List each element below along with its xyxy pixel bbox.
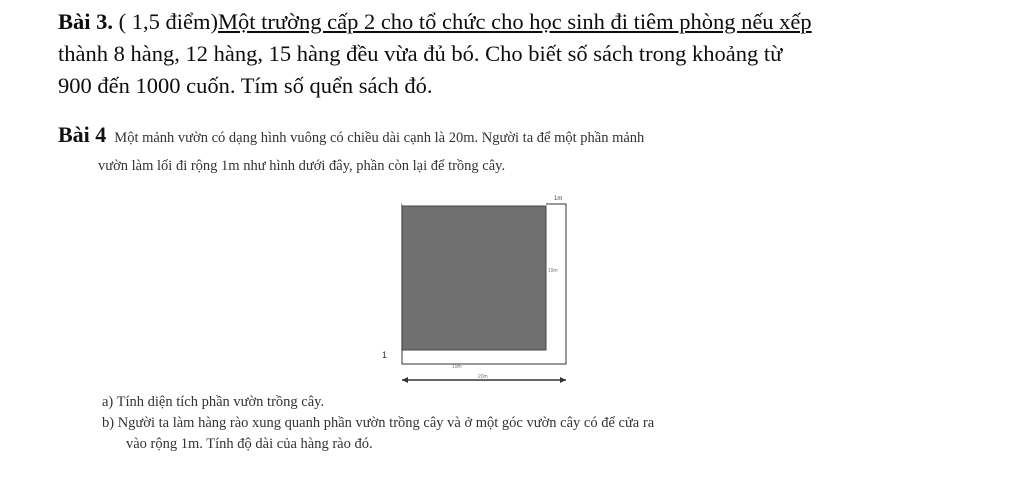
question-b-line-2: vào rộng 1m. Tính độ dài của hàng rào đó. — [126, 436, 373, 452]
garden-figure — [370, 192, 590, 397]
exercise-3-text: Một trường cấp 2 cho tổ chức cho học sinh đi tiêm phòng nếu xếp — [218, 9, 812, 34]
exercise-3-title: Bài 3. — [58, 9, 114, 34]
exercise-4-title: Bài 4 — [58, 122, 107, 147]
exercise-3-points: ( 1,5 điểm) — [113, 9, 218, 34]
label-inner-bottom: 19m — [452, 364, 462, 370]
garden-diagram — [370, 192, 590, 392]
question-b-line-1: b) Người ta làm hàng rào xung quanh phần vườn trồng cây và ở một góc vườn cây có để cửa ra — [102, 415, 655, 431]
exercise-3-line-2: thành 8 hàng, 12 hàng, 15 hàng đều vừa đủ bó. Cho biết số sách trong khoảng từ — [58, 41, 783, 66]
exercise-3-line-3: 900 đến 1000 cuốn. Tím số quển sách đó. — [58, 73, 433, 98]
label-top: 1m — [554, 196, 563, 202]
bottom-arrow-left — [402, 377, 408, 383]
exercise-3 — [58, 6, 958, 102]
bottom-arrow-right — [560, 377, 566, 383]
exercise-4-line-1 — [58, 118, 958, 155]
exercise-4-line-2: vườn làm lối đi rộng 1m như hình dưới đây, phần còn lại để trồng cây. — [98, 158, 506, 174]
exercise-3-line-1 — [58, 6, 958, 38]
exercise-4 — [58, 118, 958, 177]
questions — [102, 392, 654, 455]
planting-area — [402, 206, 546, 350]
label-left: 1 — [382, 350, 388, 360]
question-a: a) Tính diện tích phần vườn trồng cây. — [102, 394, 325, 410]
label-right: 19m — [548, 268, 558, 274]
label-bottom: 20m — [478, 374, 488, 380]
exercise-4-text-1: Một mảnh vườn có dạng hình vuông có chiều dài cạnh là 20m. Người ta để một phần mảnh — [114, 130, 645, 146]
